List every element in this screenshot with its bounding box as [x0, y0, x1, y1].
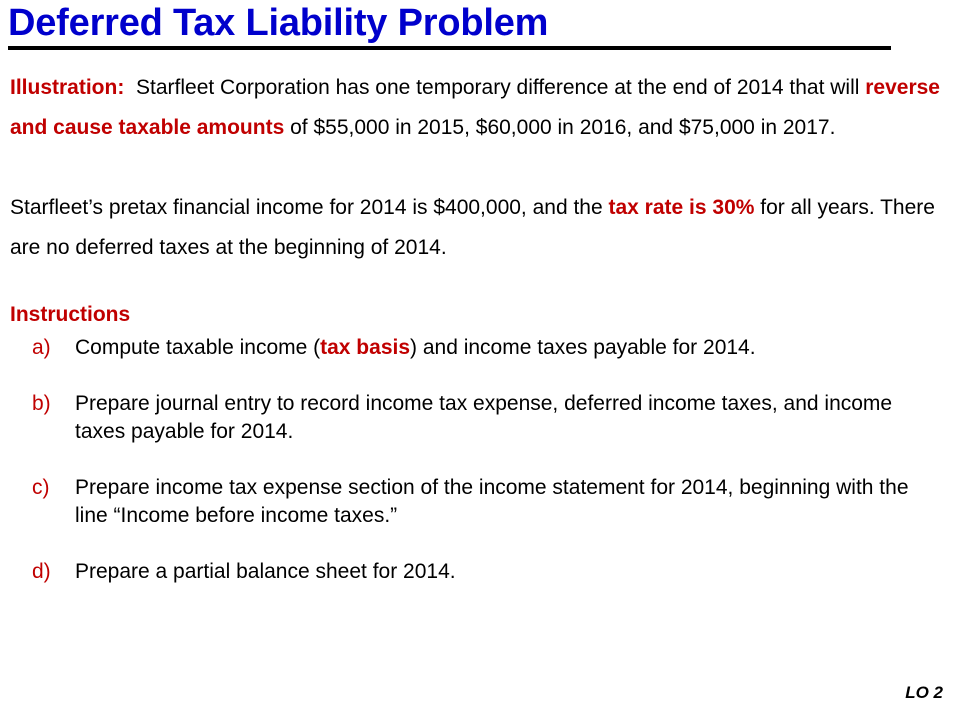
illustration-text-1a: Starfleet Corporation has one temporary difference at the end of 2014 that will — [136, 76, 860, 99]
illustration-text-2b: for all years. There are no deferred taxes at the beginning of 2014. — [10, 196, 935, 259]
list-item — [32, 390, 912, 446]
illustration-paragraph-2 — [10, 188, 945, 268]
item-text-end: ) and income taxes payable for 2014. — [410, 336, 756, 359]
list-item — [32, 334, 912, 362]
illustration-highlight-2: tax rate is 30% — [608, 196, 755, 219]
item-text: Prepare journal entry to record income tax expense, deferred income taxes, and income taxes payable for 2014. — [75, 392, 893, 443]
list-item — [32, 474, 912, 530]
title-underline — [8, 46, 891, 50]
item-label: c) — [32, 476, 50, 499]
illustration-text-2a: Starfleet’s pretax financial income for 2014 is $400,000, and the — [10, 196, 603, 219]
illustration-highlight-1: reverse and cause taxable amounts — [10, 76, 940, 139]
learning-objective-label: LO 2 — [905, 683, 943, 702]
item-highlight: tax basis — [320, 336, 411, 359]
illustration-label: Illustration: — [10, 76, 125, 99]
item-label: a) — [32, 336, 51, 359]
instructions-heading: Instructions — [10, 303, 131, 326]
item-text: Prepare income tax expense section of the income statement for 2014, beginning with the line “Income before income taxes.” — [75, 476, 909, 527]
slide-title: Deferred Tax Liability Problem — [8, 2, 549, 44]
item-label: b) — [32, 392, 51, 415]
item-label: d) — [32, 560, 51, 583]
illustration-text-1b: of $55,000 in 2015, $60,000 in 2016, and $75,000 in 2017. — [290, 116, 836, 139]
item-text: Prepare a partial balance sheet for 2014. — [75, 560, 456, 583]
item-text: Compute taxable income ( — [75, 336, 321, 359]
list-item — [32, 558, 912, 586]
instructions-list — [32, 334, 912, 614]
illustration-paragraph-1 — [10, 68, 945, 148]
